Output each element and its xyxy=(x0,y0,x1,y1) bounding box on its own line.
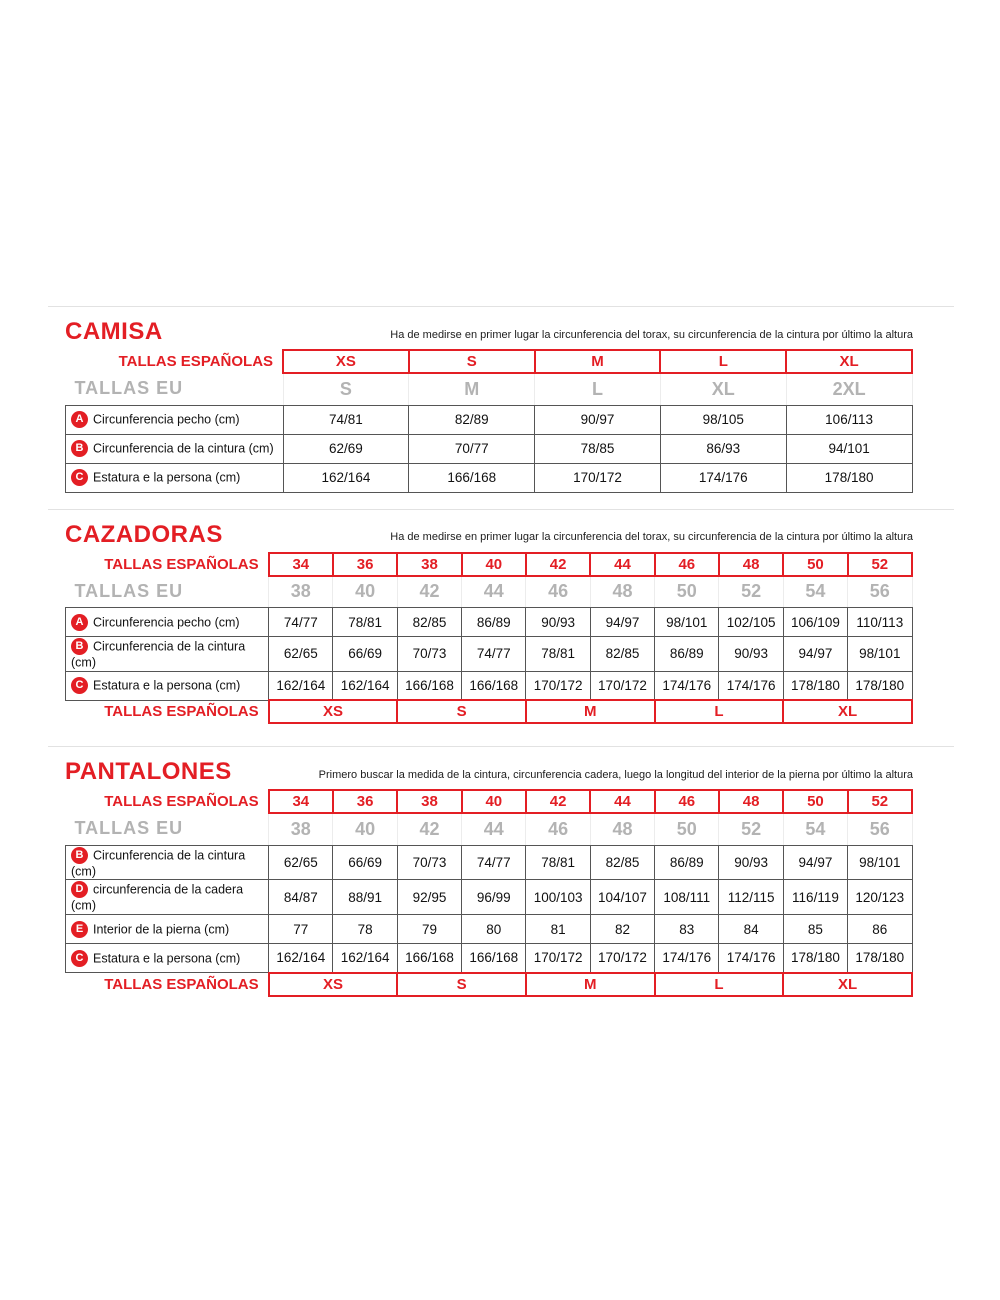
spanish-size-cell: 34 xyxy=(269,790,333,813)
eu-size-cell: 50 xyxy=(655,576,719,608)
spanish-size-cell: 42 xyxy=(526,553,590,576)
measurement-value-cell: 84/87 xyxy=(269,880,333,915)
measurement-value-cell: 92/95 xyxy=(397,880,461,915)
measurement-label: Interior de la pierna (cm) xyxy=(93,922,230,937)
section-divider xyxy=(48,509,954,510)
spanish-sizes-footer-label: TALLAS ESPAÑOLAS xyxy=(104,975,259,993)
eu-sizes-label: TALLAS EU xyxy=(74,818,184,839)
pantalones-table-wrap xyxy=(65,789,913,996)
spanish-size-cell: 46 xyxy=(655,553,719,576)
measurement-value-cell: 98/101 xyxy=(655,608,719,637)
measurement-value-cell: 102/105 xyxy=(719,608,783,637)
measurement-value-cell: 90/93 xyxy=(719,637,783,672)
eu-size-cell: 54 xyxy=(783,813,847,845)
spanish-size-footer-cell: S xyxy=(397,973,526,996)
letter-badge-icon: B xyxy=(71,847,88,864)
eu-size-cell: 48 xyxy=(590,576,654,608)
spanish-size-cell: 42 xyxy=(526,790,590,813)
cazadoras-size-table xyxy=(65,552,913,725)
spanish-size-cell: 44 xyxy=(590,790,654,813)
measurement-value-cell: 66/69 xyxy=(333,637,397,672)
spanish-size-cell: 40 xyxy=(462,790,526,813)
measurement-value-cell: 96/99 xyxy=(462,880,526,915)
cazadoras-title: CAZADORAS xyxy=(65,520,223,548)
measurement-value-cell: 162/164 xyxy=(333,671,397,700)
measurement-value-cell: 66/69 xyxy=(333,845,397,880)
measurement-value-cell: 82/85 xyxy=(590,637,654,672)
eu-size-cell: 48 xyxy=(590,813,654,845)
measurement-label: Estatura e la persona (cm) xyxy=(93,470,241,485)
measurement-value-cell: 94/101 xyxy=(786,434,912,463)
measurement-value-cell: 178/180 xyxy=(783,671,847,700)
spanish-size-cell: L xyxy=(660,350,786,373)
spanish-size-cell: 48 xyxy=(719,790,783,813)
measurement-value-cell: 86/89 xyxy=(462,608,526,637)
spanish-size-cell: M xyxy=(535,350,661,373)
measurement-value-cell: 178/180 xyxy=(848,671,912,700)
measurement-value-cell: 90/93 xyxy=(526,608,590,637)
eu-size-cell: 56 xyxy=(848,576,912,608)
section-divider xyxy=(48,306,954,307)
eu-size-cell: 56 xyxy=(848,813,912,845)
measurement-value-cell: 178/180 xyxy=(848,944,912,973)
spanish-size-cell: 40 xyxy=(462,553,526,576)
measurement-value-cell: 110/113 xyxy=(848,608,912,637)
measurement-value-cell: 86 xyxy=(848,915,912,944)
measurement-label: Circunferencia de la cintura (cm) xyxy=(71,848,246,879)
spanish-size-cell: 52 xyxy=(848,553,912,576)
spanish-sizes-row xyxy=(66,790,913,813)
measurement-row xyxy=(66,608,913,637)
measurement-value-cell: 78/81 xyxy=(526,637,590,672)
eu-sizes-row xyxy=(66,373,913,405)
measurement-value-cell: 80 xyxy=(462,915,526,944)
measurement-value-cell: 85 xyxy=(783,915,847,944)
measurement-value-cell: 86/89 xyxy=(655,637,719,672)
measurement-value-cell: 112/115 xyxy=(719,880,783,915)
measurement-value-cell: 62/69 xyxy=(283,434,409,463)
eu-size-cell: 40 xyxy=(333,576,397,608)
measurement-value-cell: 70/73 xyxy=(397,637,461,672)
measurement-value-cell: 174/176 xyxy=(660,463,786,492)
measurement-row xyxy=(66,463,913,492)
measurement-value-cell: 82/85 xyxy=(590,845,654,880)
camisa-size-table xyxy=(65,349,913,493)
measurement-value-cell: 74/77 xyxy=(269,608,333,637)
measurement-value-cell: 174/176 xyxy=(719,671,783,700)
spanish-size-cell: S xyxy=(409,350,535,373)
spanish-size-footer-cell: M xyxy=(526,700,655,723)
measurement-label: Circunferencia pecho (cm) xyxy=(93,412,240,427)
measurement-value-cell: 81 xyxy=(526,915,590,944)
measurement-value-cell: 166/168 xyxy=(462,671,526,700)
pantalones-measure-note: Primero buscar la medida de la cintura, circunferencia cadera, luego la longitud del interior de la pierna por último la altura xyxy=(318,769,913,782)
spanish-sizes-row xyxy=(66,350,913,373)
measurement-label-cell xyxy=(66,637,269,672)
spanish-size-cell: 38 xyxy=(397,553,461,576)
measurement-value-cell: 170/172 xyxy=(526,944,590,973)
eu-size-cell: 52 xyxy=(719,813,783,845)
measurement-label-cell xyxy=(66,405,284,434)
measurement-value-cell: 174/176 xyxy=(655,671,719,700)
spanish-size-cell: 52 xyxy=(848,790,912,813)
measurement-label: Estatura e la persona (cm) xyxy=(93,678,241,693)
measurement-value-cell: 74/77 xyxy=(462,845,526,880)
spanish-size-footer-cell: XL xyxy=(783,700,912,723)
spanish-size-footer-cell: L xyxy=(655,700,784,723)
measurement-row xyxy=(66,671,913,700)
measurement-row xyxy=(66,845,913,880)
spanish-size-cell: 50 xyxy=(783,790,847,813)
measurement-value-cell: 78/81 xyxy=(526,845,590,880)
eu-size-cell: 44 xyxy=(462,576,526,608)
spanish-sizes-footer-row xyxy=(66,973,913,996)
eu-sizes-label: TALLAS EU xyxy=(74,378,184,399)
eu-size-cell: 38 xyxy=(269,576,333,608)
measurement-value-cell: 82/89 xyxy=(409,405,535,434)
measurement-value-cell: 100/103 xyxy=(526,880,590,915)
measurement-row xyxy=(66,434,913,463)
measurement-label-cell xyxy=(66,880,269,915)
measurement-value-cell: 166/168 xyxy=(397,671,461,700)
measurement-value-cell: 74/81 xyxy=(283,405,409,434)
measurement-label: Circunferencia de la cintura (cm) xyxy=(93,441,274,456)
eu-size-cell: M xyxy=(409,373,535,405)
measurement-value-cell: 178/180 xyxy=(783,944,847,973)
measurement-label-cell xyxy=(66,915,269,944)
measurement-value-cell: 70/77 xyxy=(409,434,535,463)
cazadoras-measure-note: Ha de medirse en primer lugar la circunferencia del torax, su circunferencia de la cintura por último la altura xyxy=(390,531,913,544)
measurement-value-cell: 170/172 xyxy=(590,671,654,700)
measurement-label-cell xyxy=(66,944,269,973)
letter-badge-icon: C xyxy=(71,469,88,486)
spanish-size-cell: XL xyxy=(786,350,912,373)
eu-size-cell: 46 xyxy=(526,813,590,845)
spanish-size-footer-cell: L xyxy=(655,973,784,996)
measurement-value-cell: 178/180 xyxy=(786,463,912,492)
measurement-value-cell: 79 xyxy=(397,915,461,944)
cazadoras-section-header xyxy=(65,520,913,548)
spanish-size-cell: 44 xyxy=(590,553,654,576)
measurement-value-cell: 170/172 xyxy=(526,671,590,700)
spanish-size-cell: 48 xyxy=(719,553,783,576)
measurement-value-cell: 162/164 xyxy=(283,463,409,492)
measurement-label-cell xyxy=(66,845,269,880)
measurement-label: Circunferencia de la cintura (cm) xyxy=(71,639,246,670)
measurement-value-cell: 86/93 xyxy=(660,434,786,463)
spanish-size-cell: 34 xyxy=(269,553,333,576)
measurement-value-cell: 98/101 xyxy=(848,637,912,672)
eu-sizes-label: TALLAS EU xyxy=(74,580,184,601)
letter-badge-icon: E xyxy=(71,921,88,938)
spanish-size-footer-cell: XS xyxy=(269,973,398,996)
letter-badge-icon: C xyxy=(71,950,88,967)
measurement-value-cell: 82 xyxy=(590,915,654,944)
camisa-section-header xyxy=(65,320,913,344)
measurement-label-cell xyxy=(66,671,269,700)
spanish-size-cell: XS xyxy=(283,350,409,373)
measurement-value-cell: 166/168 xyxy=(462,944,526,973)
eu-size-cell: 38 xyxy=(269,813,333,845)
measurement-value-cell: 94/97 xyxy=(590,608,654,637)
eu-size-cell: XL xyxy=(660,373,786,405)
measurement-value-cell: 90/97 xyxy=(535,405,661,434)
measurement-value-cell: 120/123 xyxy=(848,880,912,915)
letter-badge-icon: D xyxy=(71,881,88,898)
spanish-sizes-label: TALLAS ESPAÑOLAS xyxy=(104,555,259,573)
measurement-value-cell: 174/176 xyxy=(655,944,719,973)
measurement-value-cell: 166/168 xyxy=(397,944,461,973)
eu-size-cell: 52 xyxy=(719,576,783,608)
measurement-value-cell: 77 xyxy=(269,915,333,944)
spanish-size-footer-cell: XS xyxy=(269,700,398,723)
pantalones-size-table xyxy=(65,789,913,996)
camisa-table-wrap xyxy=(65,349,913,493)
measurement-value-cell: 78/81 xyxy=(333,608,397,637)
measurement-value-cell: 82/85 xyxy=(397,608,461,637)
measurement-value-cell: 84 xyxy=(719,915,783,944)
spanish-size-cell: 38 xyxy=(397,790,461,813)
measurement-value-cell: 104/107 xyxy=(590,880,654,915)
spanish-size-footer-cell: S xyxy=(397,700,526,723)
measurement-value-cell: 94/97 xyxy=(783,637,847,672)
measurement-label-cell xyxy=(66,434,284,463)
measurement-value-cell: 106/113 xyxy=(786,405,912,434)
measurement-row xyxy=(66,637,913,672)
measurement-value-cell: 98/105 xyxy=(660,405,786,434)
measurement-value-cell: 116/119 xyxy=(783,880,847,915)
measurement-row xyxy=(66,915,913,944)
eu-size-cell: 42 xyxy=(397,576,461,608)
measurement-value-cell: 62/65 xyxy=(269,845,333,880)
measurement-label-cell xyxy=(66,463,284,492)
letter-badge-icon: A xyxy=(71,411,88,428)
camisa-measure-note: Ha de medirse en primer lugar la circunferencia del torax, su circunferencia de la cintura por último la altura xyxy=(390,328,913,341)
measurement-value-cell: 162/164 xyxy=(269,944,333,973)
eu-size-cell: 54 xyxy=(783,576,847,608)
pantalones-title: PANTALONES xyxy=(65,758,232,786)
section-divider xyxy=(48,746,954,747)
measurement-value-cell: 162/164 xyxy=(269,671,333,700)
spanish-size-footer-cell: M xyxy=(526,973,655,996)
spanish-sizes-footer-label: TALLAS ESPAÑOLAS xyxy=(104,703,259,721)
measurement-label: Estatura e la persona (cm) xyxy=(93,951,241,966)
measurement-value-cell: 170/172 xyxy=(590,944,654,973)
measurement-value-cell: 88/91 xyxy=(333,880,397,915)
eu-size-cell: L xyxy=(535,373,661,405)
measurement-value-cell: 78/85 xyxy=(535,434,661,463)
eu-size-cell: 40 xyxy=(333,813,397,845)
measurement-row xyxy=(66,405,913,434)
measurement-value-cell: 62/65 xyxy=(269,637,333,672)
spanish-sizes-footer-row xyxy=(66,700,913,723)
eu-size-cell: 42 xyxy=(397,813,461,845)
eu-size-cell: 46 xyxy=(526,576,590,608)
measurement-value-cell: 166/168 xyxy=(409,463,535,492)
measurement-label: Circunferencia pecho (cm) xyxy=(93,615,240,629)
measurement-row xyxy=(66,944,913,973)
measurement-label-cell xyxy=(66,608,269,637)
measurement-value-cell: 70/73 xyxy=(397,845,461,880)
spanish-size-cell: 46 xyxy=(655,790,719,813)
eu-sizes-row xyxy=(66,576,913,608)
letter-badge-icon: B xyxy=(71,638,88,655)
measurement-value-cell: 108/111 xyxy=(655,880,719,915)
eu-size-cell: 2XL xyxy=(786,373,912,405)
camisa-title: CAMISA xyxy=(65,318,163,345)
spanish-size-footer-cell: XL xyxy=(783,973,912,996)
eu-size-cell: S xyxy=(283,373,409,405)
letter-badge-icon: C xyxy=(71,677,88,694)
letter-badge-icon: B xyxy=(71,440,88,457)
spanish-size-cell: 50 xyxy=(783,553,847,576)
eu-sizes-row xyxy=(66,813,913,845)
measurement-value-cell: 90/93 xyxy=(719,845,783,880)
eu-size-cell: 50 xyxy=(655,813,719,845)
measurement-row xyxy=(66,880,913,915)
spanish-size-cell: 36 xyxy=(333,790,397,813)
measurement-value-cell: 74/77 xyxy=(462,637,526,672)
measurement-value-cell: 170/172 xyxy=(535,463,661,492)
spanish-sizes-label: TALLAS ESPAÑOLAS xyxy=(118,353,274,370)
spanish-size-cell: 36 xyxy=(333,553,397,576)
measurement-label: circunferencia de la cadera (cm) xyxy=(71,882,244,914)
measurement-value-cell: 78 xyxy=(333,915,397,944)
spanish-sizes-label: TALLAS ESPAÑOLAS xyxy=(104,793,259,811)
cazadoras-table-wrap xyxy=(65,552,913,725)
measurement-value-cell: 94/97 xyxy=(783,845,847,880)
measurement-value-cell: 106/109 xyxy=(783,608,847,637)
measurement-value-cell: 174/176 xyxy=(719,944,783,973)
letter-badge-icon: A xyxy=(71,614,88,631)
spanish-sizes-row xyxy=(66,553,913,576)
measurement-value-cell: 83 xyxy=(655,915,719,944)
eu-size-cell: 44 xyxy=(462,813,526,845)
measurement-value-cell: 98/101 xyxy=(848,845,912,880)
measurement-value-cell: 86/89 xyxy=(655,845,719,880)
pantalones-section-header xyxy=(65,760,913,784)
measurement-value-cell: 162/164 xyxy=(333,944,397,973)
